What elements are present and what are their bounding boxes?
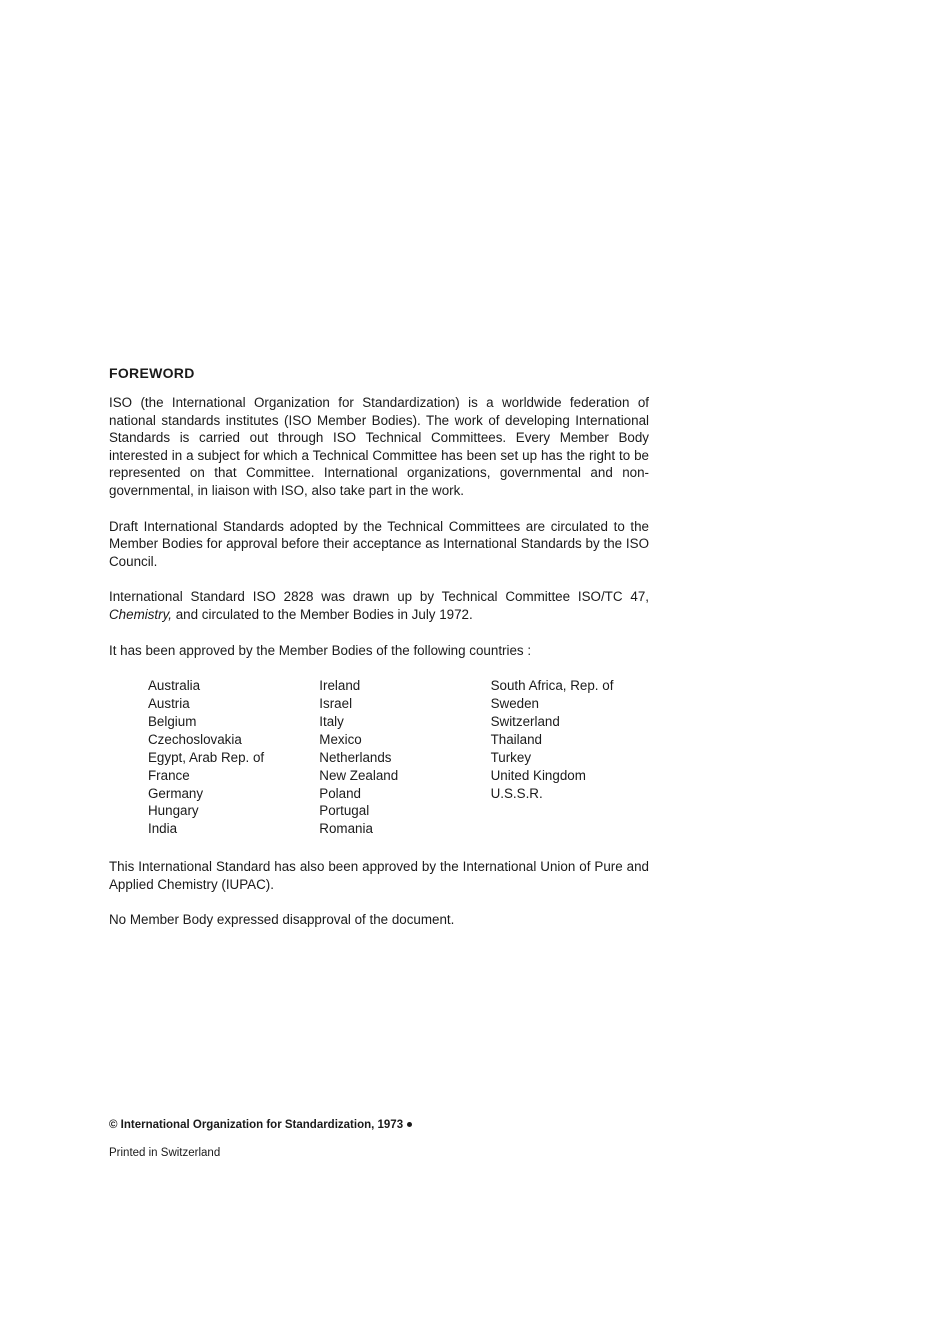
country-item: Ireland [319, 678, 361, 694]
foreword-paragraph-iupac: This International Standard has also been approved by the International Union of Pure and Applied Chemistry (IUPAC). [109, 859, 649, 892]
country-item: Portugal [319, 803, 370, 819]
copyright-line [109, 1117, 412, 1133]
printed-location: Printed in Switzerland [109, 1147, 221, 1159]
country-item: Germany [148, 785, 204, 801]
country-item: New Zealand [319, 767, 399, 783]
foreword-paragraph-disapproval: No Member Body expressed disapproval of the document. [109, 912, 455, 928]
country-item: Israel [319, 696, 353, 712]
country-item: Sweden [490, 696, 539, 712]
foreword-paragraph-standard [109, 588, 649, 623]
foreword-section [109, 364, 649, 947]
country-item: South Africa, Rep. of [490, 678, 614, 694]
committee-name: Chemistry, [109, 606, 172, 622]
countries-column-1 [148, 677, 319, 838]
countries-column-2 [319, 677, 490, 838]
foreword-paragraph-approval: It has been approved by the Member Bodies of the following countries : [109, 642, 532, 658]
countries-column-3 [491, 677, 649, 838]
country-item: Belgium [148, 713, 197, 729]
country-item: Romania [319, 821, 373, 837]
country-item: France [148, 767, 190, 783]
country-item: Thailand [490, 731, 542, 747]
country-item: Egypt, Arab Rep. of [148, 749, 265, 765]
countries-list [148, 677, 649, 838]
country-item: Australia [148, 678, 201, 694]
country-item: India [148, 821, 178, 837]
foreword-paragraph-drafts: Draft International Standards adopted by the Technical Committees are circulated to the Member Bodies for approval before their acceptance as International Standards by the ISO Council. [109, 518, 649, 569]
foreword-paragraph-iso: ISO (the International Organization for Standardization) is a worldwide federation of national standards institutes (ISO Member Bodies). The work of developing International Standards is carried out through ISO Technical Committees. Every Member Body interested in a subject for which a Technical Committee has been set up has the right to be represented on that Committee. International organizations, governmental and non-governmental, in liaison with ISO, also take part in the work. [109, 395, 649, 498]
country-item: Austria [148, 696, 190, 712]
country-item: Czechoslovakia [148, 731, 242, 747]
foreword-heading: FOREWORD [109, 365, 195, 381]
country-item: Netherlands [319, 749, 392, 765]
country-item: Switzerland [490, 713, 560, 729]
country-item: Turkey [490, 749, 532, 765]
country-item: Hungary [148, 803, 199, 819]
country-item: Mexico [319, 731, 362, 747]
country-item: U.S.S.R. [490, 785, 543, 801]
country-item: Italy [319, 713, 344, 729]
copyright-text: © International Organization for Standardization, 1973 [109, 1119, 404, 1131]
standard-text-end: and circulated to the Member Bodies in July 1972. [172, 606, 473, 622]
bullet-icon [407, 1122, 412, 1127]
country-item: United Kingdom [490, 767, 586, 783]
standard-text-start: International Standard ISO 2828 was drawn up by Technical Committee ISO/TC 47, [109, 589, 649, 605]
country-item: Poland [319, 785, 361, 801]
page-footer [109, 1117, 412, 1161]
